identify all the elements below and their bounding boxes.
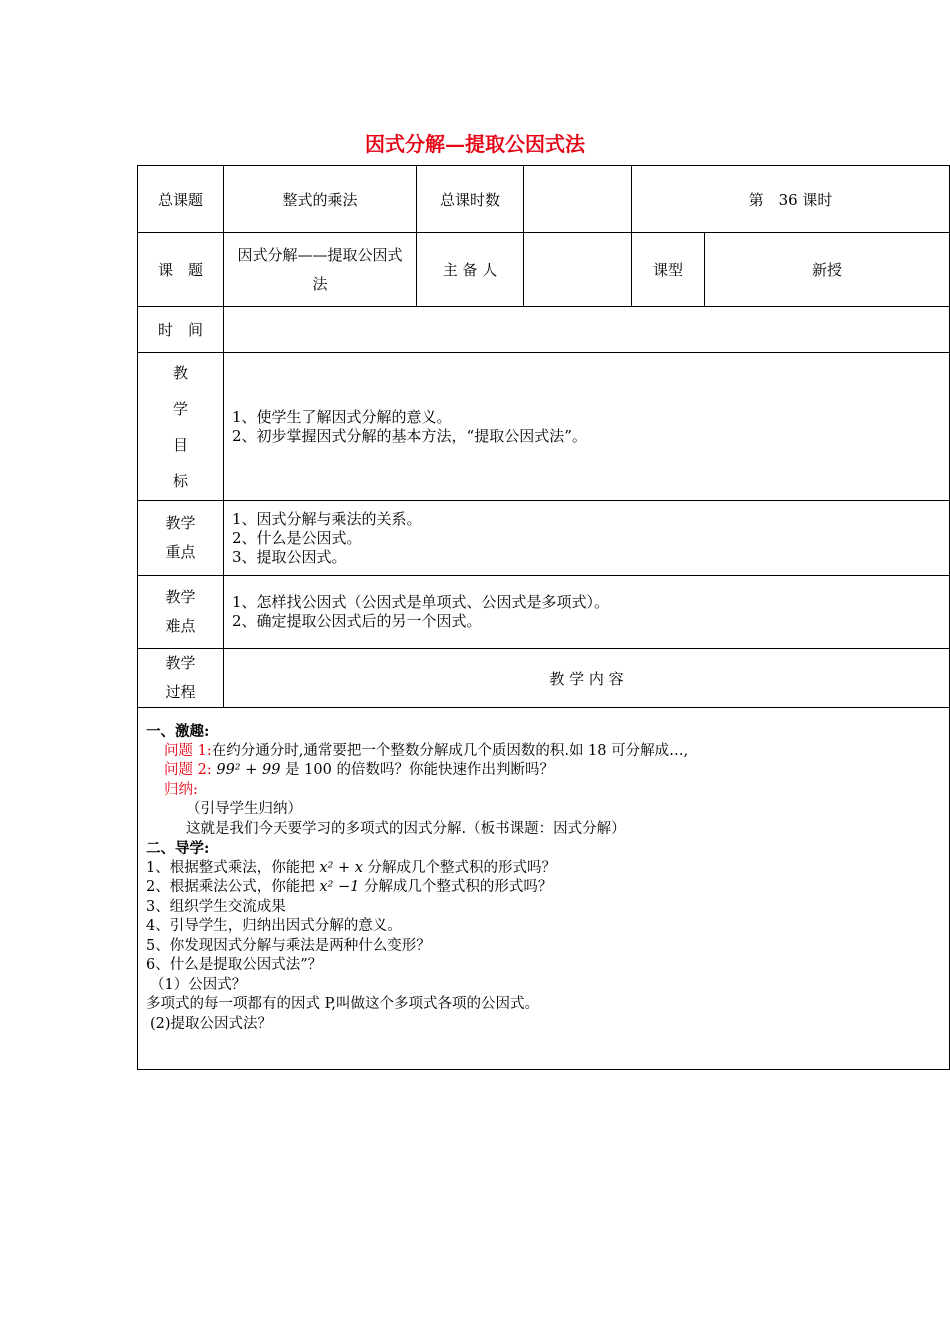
difficulty-item: 1、怎样找公因式（公因式是单项式、公因式是多项式）。	[232, 593, 610, 611]
guide-item-3: 3、组织学生交流成果	[146, 898, 286, 915]
question-2	[146, 761, 941, 781]
difficulties-label-line: 难点	[165, 617, 196, 635]
guide-item-4: 4、引导学生，归纳出因式分解的意义。	[146, 918, 402, 934]
process-label	[138, 649, 224, 708]
type-label: 课型	[632, 233, 705, 307]
sub-question-2: (2)提取公因式法？	[150, 1015, 273, 1032]
difficulties-label	[138, 576, 224, 649]
lesson-label: 课 题	[138, 233, 224, 307]
difficulty-item: 2、确定提取公因式后的另一个因式。	[232, 612, 482, 630]
key-points-label-line: 教学	[165, 514, 196, 532]
question-1-label: 问题 1:	[164, 742, 212, 759]
guide-item-2-post: 分解成几个整式积的形式吗？	[363, 879, 553, 895]
sub-question-1: （1）公因式？	[150, 976, 247, 993]
topic-value: 整式的乘法	[224, 166, 417, 233]
section-title-warmup: 一、激趣:	[146, 723, 210, 740]
preparer-value	[524, 233, 632, 307]
objective-item: 2、初步掌握因式分解的基本方法，“提取公因式法”。	[232, 426, 587, 445]
time-value	[224, 307, 950, 353]
process-heading: 教 学 内 容	[224, 649, 950, 708]
objectives-content	[224, 353, 950, 501]
question-2-label: 问题 2:	[164, 762, 212, 778]
key-point-item: 1、因式分解与乘法的关系。	[232, 509, 422, 528]
key-point-item: 3、提取公因式。	[232, 547, 347, 566]
section-title-guide: 二、导学:	[146, 840, 210, 857]
objectives-label	[138, 353, 224, 501]
topic-label: 总课题	[138, 166, 224, 233]
type-value: 新授	[705, 233, 950, 307]
guide-item-1-pre: 1、根据整式乘法，你能把	[146, 859, 315, 876]
preparer-label: 主 备 人	[417, 233, 524, 307]
guide-item-2	[146, 878, 941, 898]
question-1-text: 在约分通分时,通常要把一个整数分解成几个质因数的积.如 18 可分解成…,	[211, 742, 689, 759]
guide-item-6: 6、什么是提取公因式法”？	[146, 957, 323, 973]
hours-value	[524, 166, 632, 233]
hours-label: 总课时数	[417, 166, 524, 233]
process-label-line: 教学	[165, 654, 196, 672]
process-label-line: 过程	[165, 683, 196, 701]
guide-item-1-math: x² + x	[319, 859, 363, 876]
guide-item-1-post: 分解成几个整式积的形式吗？	[367, 859, 556, 876]
document-title: 因式分解—提取公因式法	[365, 132, 585, 156]
lesson-value: 因式分解——提取公因式法	[224, 233, 417, 307]
guide-item-5: 5、你发现因式分解与乘法是两种什么变形？	[146, 937, 431, 954]
key-points-label-line: 重点	[165, 543, 196, 561]
key-points-label	[138, 501, 224, 576]
definition-text: 多项式的每一项都有的因式 P,叫做这个多项式各项的公因式。	[146, 996, 540, 1012]
guide-text: （引导学生归纳）	[186, 801, 302, 817]
question-1	[146, 742, 941, 762]
time-label: 时 间	[138, 307, 224, 353]
question-2-math: 99² + 99	[216, 762, 281, 778]
lesson-plan-table	[137, 165, 950, 1070]
guide-item-1	[146, 859, 941, 879]
objectives-label-char: 教	[172, 363, 188, 382]
summary-label: 归纳:	[164, 781, 198, 798]
key-point-item: 2、什么是公因式。	[232, 528, 362, 547]
lead-text: 这就是我们今天要学习的多项式的因式分解.（板书课题：因式分解）	[186, 820, 626, 837]
difficulties-label-line: 教学	[165, 588, 196, 606]
guide-item-2-math: x² −1	[319, 879, 360, 895]
question-2-text: 是 100 的倍数吗？你能快速作出判断吗？	[285, 762, 554, 778]
key-points-content	[224, 501, 950, 576]
objectives-label-char: 学	[172, 399, 188, 418]
lesson-number: 第 36 课时	[632, 166, 950, 233]
objectives-label-char: 标	[172, 471, 188, 490]
objective-item: 1、使学生了解因式分解的意义。	[232, 407, 452, 426]
objectives-label-char: 目	[172, 435, 188, 454]
teaching-content	[138, 708, 950, 1070]
guide-item-2-pre: 2、根据乘法公式，你能把	[146, 879, 315, 895]
difficulties-content	[224, 576, 950, 649]
